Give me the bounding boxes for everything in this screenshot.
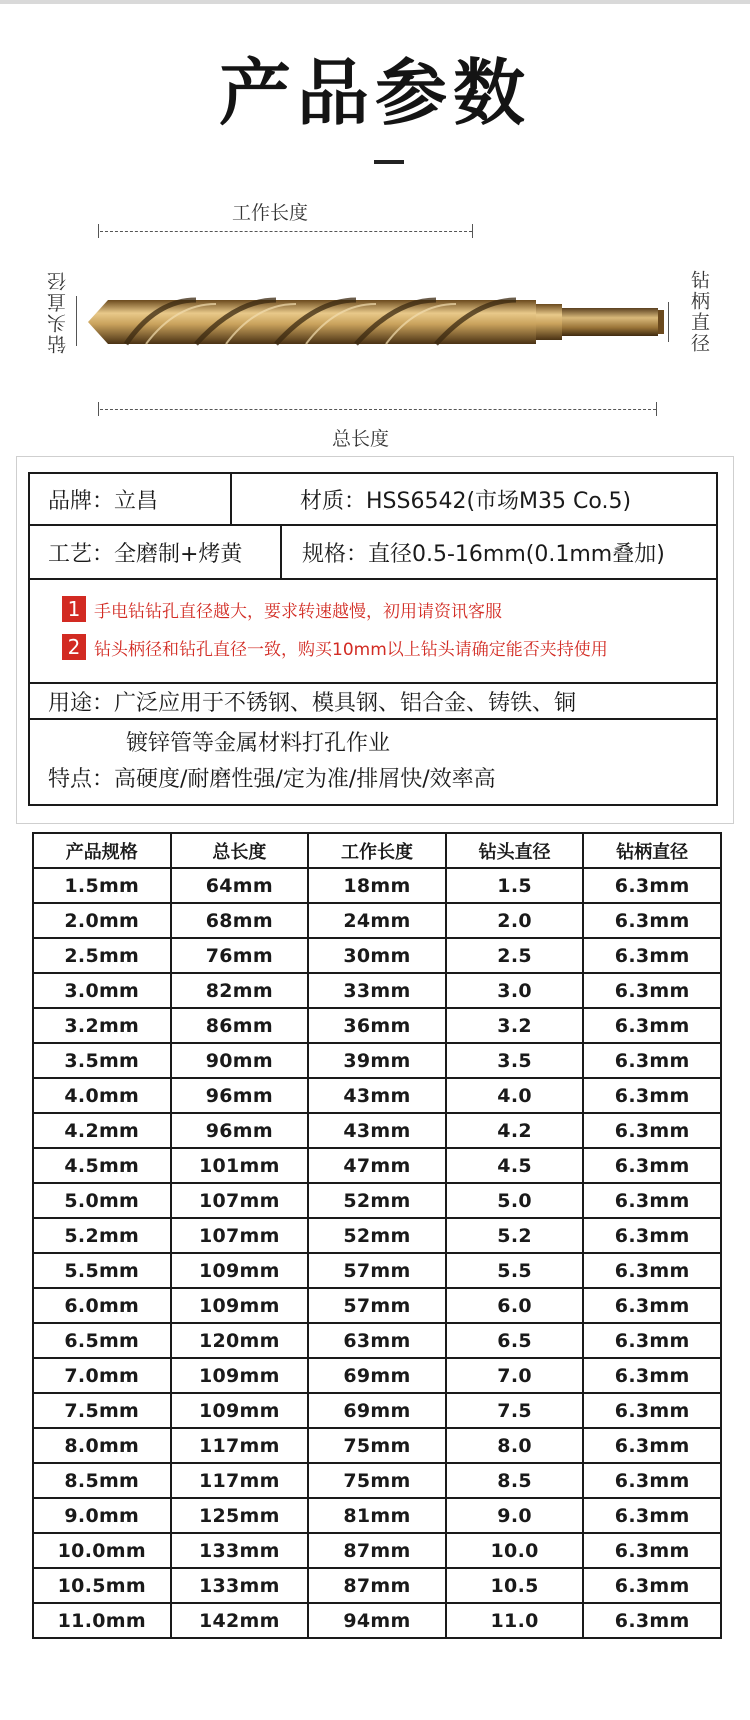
table-row [33,1078,721,1113]
cell-tip-diameter: 10.0 [446,1533,584,1568]
cell-product-size: 10.0mm [33,1533,171,1568]
work-length-tick-left [98,224,99,238]
cell-tip-diameter: 4.0 [446,1078,584,1113]
material-cell: 材质：HSS6542(市场M35 Co.5) [300,488,632,514]
cell-tip-diameter: 3.5 [446,1043,584,1078]
work-length-label: 工作长度 [232,202,309,224]
cell-shank-diameter: 6.3mm [583,973,721,1008]
cell-shank-diameter: 6.3mm [583,903,721,938]
cell-work-length: 52mm [308,1183,446,1218]
cell-product-size: 2.5mm [33,938,171,973]
shank-diameter-bracket [668,302,669,342]
cell-product-size: 3.0mm [33,973,171,1008]
usage-line-1: 用途：广泛应用于不锈钢、模具钢、铝合金、铸铁、铜 [48,690,577,716]
cell-product-size: 5.0mm [33,1183,171,1218]
cell-work-length: 43mm [308,1113,446,1148]
table-row [33,868,721,903]
cell-total-length: 117mm [171,1428,309,1463]
cell-tip-diameter: 6.0 [446,1288,584,1323]
cell-total-length: 120mm [171,1323,309,1358]
total-length-label: 总长度 [332,428,390,450]
cell-tip-diameter: 6.5 [446,1323,584,1358]
header-total-length: 总长度 [171,833,309,868]
cell-work-length: 43mm [308,1078,446,1113]
cell-shank-diameter: 6.3mm [583,1183,721,1218]
table-row [33,903,721,938]
cell-tip-diameter: 3.0 [446,973,584,1008]
cell-product-size: 7.0mm [33,1358,171,1393]
size-range-cell: 规格：直径0.5-16mm(0.1mm叠加) [302,541,665,567]
usage-features-block [30,720,716,804]
table-row [33,1428,721,1463]
cell-shank-diameter: 6.3mm [583,868,721,903]
cell-total-length: 101mm [171,1148,309,1183]
table-row [33,1603,721,1638]
tip-diameter-bracket [76,296,77,346]
cell-product-size: 10.5mm [33,1568,171,1603]
spec-row-process-size [30,526,716,580]
table-row [33,1218,721,1253]
cell-product-size: 5.5mm [33,1253,171,1288]
cell-shank-diameter: 6.3mm [583,1288,721,1323]
work-length-tick-right [472,224,473,238]
cell-total-length: 107mm [171,1183,309,1218]
cell-shank-diameter: 6.3mm [583,1428,721,1463]
cell-total-length: 109mm [171,1358,309,1393]
spec-row-brand-material [30,474,716,526]
cell-product-size: 8.0mm [33,1428,171,1463]
cell-total-length: 96mm [171,1113,309,1148]
header-shank-diameter: 钻柄直径 [583,833,721,868]
note-text: 钻头柄径和钻孔直径一致，购买10mm以上钻头请确定能否夹持使用 [94,639,608,660]
cell-tip-diameter: 5.5 [446,1253,584,1288]
cell-total-length: 125mm [171,1498,309,1533]
title-underline [374,160,404,164]
cell-product-size: 3.2mm [33,1008,171,1043]
table-row [33,1498,721,1533]
cell-tip-diameter: 4.2 [446,1113,584,1148]
cell-work-length: 57mm [308,1253,446,1288]
cell-tip-diameter: 7.0 [446,1358,584,1393]
cell-total-length: 109mm [171,1393,309,1428]
usage-line-2: 镀锌管等金属材料打孔作业 [126,731,391,756]
header-tip-diameter: 钻头直径 [446,833,584,868]
cell-shank-diameter: 6.3mm [583,1078,721,1113]
cell-total-length: 142mm [171,1603,309,1638]
process-cell: 工艺：全磨制+烤黄 [30,526,282,578]
table-row [33,1183,721,1218]
shank-diameter-label: 钻柄直径 [688,270,710,354]
cell-work-length: 57mm [308,1288,446,1323]
table-row [33,1008,721,1043]
table-body [33,868,721,1638]
cell-tip-diameter: 5.0 [446,1183,584,1218]
cell-shank-diameter: 6.3mm [583,1323,721,1358]
cell-product-size: 4.0mm [33,1078,171,1113]
table-row [33,1253,721,1288]
table-row [33,973,721,1008]
cell-product-size: 3.5mm [33,1043,171,1078]
cell-work-length: 63mm [308,1323,446,1358]
cell-work-length: 30mm [308,938,446,973]
cell-tip-diameter: 8.0 [446,1428,584,1463]
cell-total-length: 117mm [171,1463,309,1498]
top-divider [0,0,750,4]
cell-work-length: 52mm [308,1218,446,1253]
cell-product-size: 5.2mm [33,1218,171,1253]
cell-shank-diameter: 6.3mm [583,1463,721,1498]
cell-total-length: 64mm [171,868,309,903]
cell-work-length: 81mm [308,1498,446,1533]
cell-tip-diameter: 2.0 [446,903,584,938]
cell-work-length: 24mm [308,903,446,938]
cell-shank-diameter: 6.3mm [583,1568,721,1603]
features-line: 特点：高硬度/耐磨性强/定为准/排屑快/效率高 [48,767,496,792]
cell-shank-diameter: 6.3mm [583,1393,721,1428]
cell-shank-diameter: 6.3mm [583,938,721,973]
cell-work-length: 69mm [308,1393,446,1428]
cell-work-length: 47mm [308,1148,446,1183]
cell-tip-diameter: 4.5 [446,1148,584,1183]
cell-tip-diameter: 10.5 [446,1568,584,1603]
cell-shank-diameter: 6.3mm [583,1008,721,1043]
cell-product-size: 4.5mm [33,1148,171,1183]
cell-shank-diameter: 6.3mm [583,1218,721,1253]
table-row [33,1463,721,1498]
cell-work-length: 69mm [308,1358,446,1393]
brand-cell: 品牌：立昌 [30,474,232,524]
total-length-tick-right [656,402,657,416]
usage-row [30,684,716,720]
cell-total-length: 96mm [171,1078,309,1113]
note-text: 手电钻钻孔直径越大，要求转速越慢，初用请资讯客服 [94,601,502,622]
cell-shank-diameter: 6.3mm [583,1253,721,1288]
cell-work-length: 33mm [308,973,446,1008]
drill-tip-diameter-label: 钻头直径 [47,270,69,354]
cell-total-length: 82mm [171,973,309,1008]
header-product-size: 产品规格 [33,833,171,868]
cell-work-length: 18mm [308,868,446,903]
note-number-badge: 2 [62,634,86,660]
cell-tip-diameter: 1.5 [446,868,584,903]
cell-work-length: 94mm [308,1603,446,1638]
total-length-tick-left [98,402,99,416]
cell-shank-diameter: 6.3mm [583,1113,721,1148]
cell-product-size: 11.0mm [33,1603,171,1638]
parameter-table [32,832,722,1639]
cell-work-length: 36mm [308,1008,446,1043]
cell-shank-diameter: 6.3mm [583,1043,721,1078]
cell-product-size: 1.5mm [33,868,171,903]
spec-notes [30,580,716,684]
cell-total-length: 76mm [171,938,309,973]
cell-total-length: 133mm [171,1533,309,1568]
cell-product-size: 6.5mm [33,1323,171,1358]
table-row [33,1568,721,1603]
cell-tip-diameter: 7.5 [446,1393,584,1428]
note-item [62,628,716,666]
cell-total-length: 133mm [171,1568,309,1603]
cell-work-length: 87mm [308,1568,446,1603]
table-row [33,1113,721,1148]
page-title: 产品参数 [218,51,531,135]
cell-shank-diameter: 6.3mm [583,1603,721,1638]
cell-tip-diameter: 2.5 [446,938,584,973]
table-row [33,1358,721,1393]
spec-panel [28,472,718,806]
cell-shank-diameter: 6.3mm [583,1533,721,1568]
note-item [62,590,716,628]
note-number-badge: 1 [62,596,86,622]
cell-product-size: 4.2mm [33,1113,171,1148]
cell-shank-diameter: 6.3mm [583,1148,721,1183]
total-length-dimension-line [100,409,656,410]
cell-shank-diameter: 6.3mm [583,1498,721,1533]
table-header-row [33,833,721,868]
cell-work-length: 75mm [308,1428,446,1463]
table-row [33,1043,721,1078]
table-row [33,1148,721,1183]
table-row [33,1323,721,1358]
cell-tip-diameter: 9.0 [446,1498,584,1533]
drill-bit-image [86,294,666,350]
cell-total-length: 68mm [171,903,309,938]
table-row [33,938,721,973]
cell-total-length: 109mm [171,1253,309,1288]
cell-total-length: 107mm [171,1218,309,1253]
table-row [33,1288,721,1323]
cell-work-length: 75mm [308,1463,446,1498]
table-row [33,1393,721,1428]
cell-work-length: 87mm [308,1533,446,1568]
header-work-length: 工作长度 [308,833,446,868]
cell-product-size: 6.0mm [33,1288,171,1323]
cell-product-size: 9.0mm [33,1498,171,1533]
cell-total-length: 86mm [171,1008,309,1043]
cell-tip-diameter: 11.0 [446,1603,584,1638]
work-length-dimension-line [100,231,472,232]
cell-tip-diameter: 5.2 [446,1218,584,1253]
cell-product-size: 2.0mm [33,903,171,938]
cell-product-size: 7.5mm [33,1393,171,1428]
cell-tip-diameter: 3.2 [446,1008,584,1043]
table-row [33,1533,721,1568]
cell-total-length: 90mm [171,1043,309,1078]
cell-tip-diameter: 8.5 [446,1463,584,1498]
cell-total-length: 109mm [171,1288,309,1323]
cell-work-length: 39mm [308,1043,446,1078]
cell-shank-diameter: 6.3mm [583,1358,721,1393]
cell-product-size: 8.5mm [33,1463,171,1498]
